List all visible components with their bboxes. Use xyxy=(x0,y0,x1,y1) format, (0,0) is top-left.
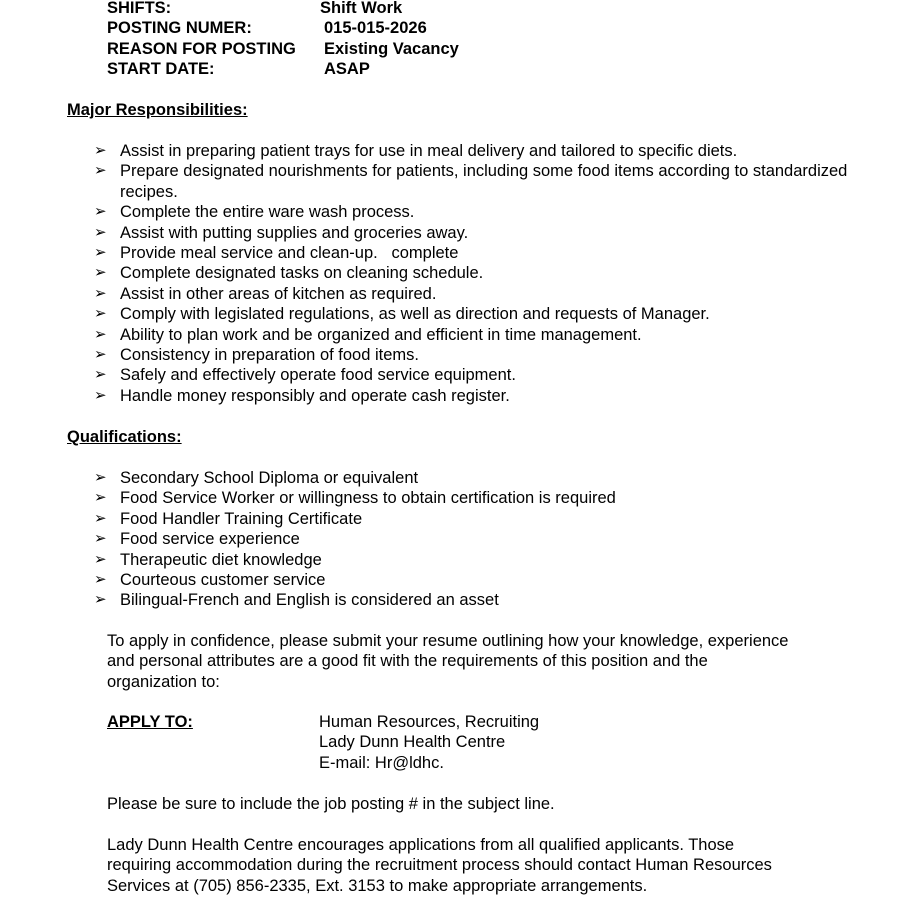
list-item: ➢ Assist in preparing patient trays for use in meal delivery and tailored to specific diets. xyxy=(94,142,738,160)
arrow-bullet-icon: ➢ xyxy=(94,284,107,302)
apply-line-organization: Lady Dunn Health Centre xyxy=(319,733,506,752)
apply-line-email: E-mail: Hr@ldhc. xyxy=(319,753,444,772)
list-item: ➢ Secondary School Diploma or equivalent xyxy=(94,469,419,487)
list-item: ➢ Food Service Worker or willingness to obtain certification is required xyxy=(94,489,616,508)
list-item: ➢ Prepare designated nourishments for patients, including some food items according to standardized recipes. xyxy=(94,162,852,201)
closing-paragraph: Lady Dunn Health Centre encourages applications from all qualified applicants. Those requiring accommodation during the recruitment process should contact Human Resources Services at (705) 856-2335, Ext. 3153 to make appropriate arrangements. xyxy=(107,836,772,895)
apply-to-label: APPLY TO: xyxy=(107,713,193,731)
arrow-bullet-icon: ➢ xyxy=(94,142,107,159)
arrow-bullet-icon: ➢ xyxy=(94,244,107,262)
list-item: ➢ Provide meal service and clean-up. complete xyxy=(94,244,459,263)
responsibilities-list xyxy=(94,141,854,406)
header-value: Shift Work xyxy=(320,0,403,17)
arrow-bullet-icon: ➢ xyxy=(94,223,107,241)
list-item: ➢ Assist with putting supplies and groceries away. xyxy=(94,223,469,242)
arrow-bullet-icon: ➢ xyxy=(94,571,107,589)
header-label: REASON FOR POSTING xyxy=(107,39,296,58)
qualifications-heading: Qualifications: xyxy=(67,428,182,446)
list-item: ➢ Complete designated tasks on cleaning schedule. xyxy=(94,264,484,283)
list-item: ➢ Food service experience xyxy=(94,530,300,549)
arrow-bullet-icon: ➢ xyxy=(94,530,107,548)
subject-line-note: Please be sure to include the job posting # in the subject line. xyxy=(107,795,555,813)
apply-to-address xyxy=(319,712,539,773)
list-item: ➢ Therapeutic diet knowledge xyxy=(94,550,322,569)
arrow-bullet-icon: ➢ xyxy=(94,203,107,221)
arrow-bullet-icon: ➢ xyxy=(94,489,107,507)
arrow-bullet-icon: ➢ xyxy=(94,591,107,609)
list-item: ➢ Ability to plan work and be organized and efficient in time management. xyxy=(94,325,642,344)
list-item: ➢ Consistency in preparation of food items. xyxy=(94,346,419,365)
list-item: ➢ Comply with legislated regulations, as well as direction and requests of Manager. xyxy=(94,305,710,324)
arrow-bullet-icon: ➢ xyxy=(94,386,107,404)
arrow-bullet-icon: ➢ xyxy=(94,162,107,180)
arrow-bullet-icon: ➢ xyxy=(94,264,107,282)
responsibilities-heading: Major Responsibilities: xyxy=(67,101,248,119)
list-item: ➢ Handle money responsibly and operate cash register. xyxy=(94,386,510,405)
header-label: START DATE: xyxy=(107,60,215,79)
header-value: Existing Vacancy xyxy=(324,39,459,58)
arrow-bullet-icon: ➢ xyxy=(94,366,107,384)
arrow-bullet-icon: ➢ xyxy=(94,346,107,364)
arrow-bullet-icon: ➢ xyxy=(94,305,107,323)
list-item: ➢ Complete the entire ware wash process. xyxy=(94,203,415,222)
list-item: ➢ Assist in other areas of kitchen as required. xyxy=(94,284,437,303)
list-item: ➢ Safely and effectively operate food service equipment. xyxy=(94,366,516,385)
arrow-bullet-icon: ➢ xyxy=(94,469,107,486)
arrow-bullet-icon: ➢ xyxy=(94,325,107,343)
header-value: ASAP xyxy=(324,60,370,79)
qualifications-list xyxy=(94,468,854,611)
list-item: ➢ Courteous customer service xyxy=(94,571,326,590)
arrow-bullet-icon: ➢ xyxy=(94,509,107,527)
header-label: SHIFTS: xyxy=(107,0,172,17)
apply-intro-paragraph: To apply in confidence, please submit your resume outlining how your knowledge, experience and personal attributes are a good fit with the requirements of this position and the organization to: xyxy=(107,632,789,691)
list-item: ➢ Food Handler Training Certificate xyxy=(94,509,363,528)
apply-line-department: Human Resources, Recruiting xyxy=(319,713,540,731)
arrow-bullet-icon: ➢ xyxy=(94,550,107,568)
list-item: ➢ Bilingual-French and English is considered an asset xyxy=(94,591,499,610)
header-label: POSTING NUMER: xyxy=(107,19,252,38)
header-value: 015-015-2026 xyxy=(324,19,427,38)
